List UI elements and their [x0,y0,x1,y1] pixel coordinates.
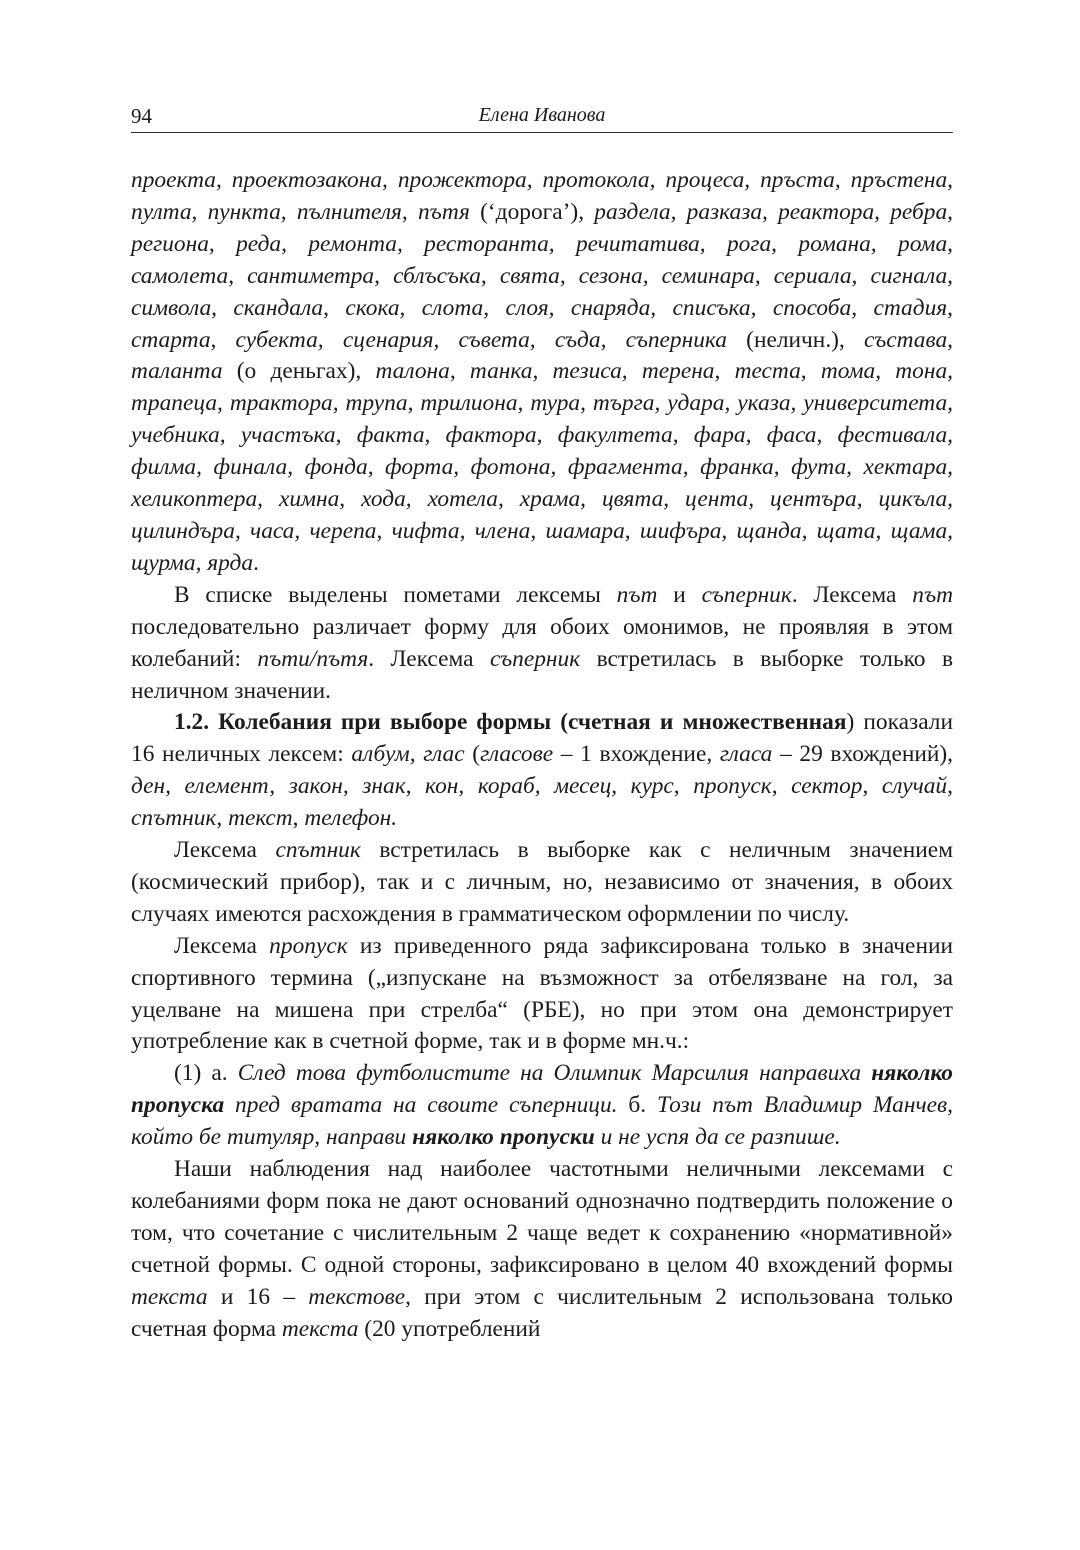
text-run: , [216,805,229,832]
text-run: . Лексема [368,645,490,672]
text-run: В списке выделены пометами лексемы [174,581,617,608]
text-run: встретилась в выборке только в неличном значении. [131,645,953,704]
text-run: – 1 вхождение, [553,741,720,768]
text-run: 1.2. Колебания при выборе формы (счетная и множественная [174,709,847,736]
paragraph [131,165,953,580]
text-run: пред вратата на своите съперници. [224,1092,618,1119]
paragraph [131,835,953,931]
text-run: Наши наблюдения над наиболее частотными неличными лексемами с колебаниями форм пока не дают оснований однозначно подтвердить положение о том, что сочетание с числительным 2 чаще ведет к сохранению «нормативной» счетной формы. С одной стороны, зафиксировано в целом 40 вхождений формы [131,1156,953,1278]
text-run: няколко пропуски [412,1124,595,1151]
text-run: съперник [701,581,792,608]
text-run: , талона, танка, тезиса, терена, теста, тома, тона, трапеца, трактора, трупа, трилиона, тура, търга, удара, указа, университета, учебника, участъка, факта, фактора, факултета, фара, фаса, фестивала, филма, финала, фонда, форта, фотона, фрагмента, франка, фута, хектара, хеликоптера, химна, хода, хотела, храма, цвята, цента, центъра, цикъла, цилиндъра, часа, черепа, чифта, члена, шамара, шифъра, щанда, щата, щама, щурма, ярда [131,358,953,576]
text-run: текста [131,1283,208,1310]
text-run: сектор [791,773,863,800]
text-run: , [673,773,694,800]
text-run: проекта, проектозакона, прожектора, протокола, процеса, пръста, пръстена, пулта, пункта, пълнителя, пътя [131,167,953,225]
text-run: , [771,773,792,800]
text-run: пропуск [693,773,772,800]
paragraph [131,1154,953,1345]
text-run: ( [464,741,481,768]
text-run: Лексема [174,837,276,864]
text-run: След това футболистите на Олимпик Марсилия направиха [237,1060,872,1087]
text-run: , [292,805,305,832]
text-run: ден, елемент, закон, знак, кон, кораб, месец, курс [131,773,674,800]
paragraph [131,580,953,708]
text-run: , [862,773,882,800]
page-number: 94 [131,104,152,128]
text-run: съперник [489,645,581,672]
page-header [131,100,953,133]
text-run: случай [881,773,948,800]
text-run: състава, таланта [131,326,954,385]
text-run: , [947,773,953,800]
text-run: встретилась в выборке как с неличным значением (космический прибор), так и с личным, но, независимо от значения, в обоих случаях имеются расхождения в грамматическом оформлении по числу. [131,837,953,927]
paragraph [131,1058,953,1154]
text-run: път [616,581,658,608]
text-run: текст [228,805,293,832]
text-run: пъти/пътя [257,645,369,672]
text-run: последовательно различает форму для обоих омонимов, не проявляя в этом колебаний: [131,613,953,672]
text-run: и 16 – [207,1283,309,1310]
body-text [131,165,953,1346]
text-run: ) показали 16 неличных лексем: [131,709,953,768]
text-run: Този път Владимир Манчев, който бе титуляр, направи [131,1092,953,1151]
text-run: – 29 вхождений), [772,741,954,768]
text-run: (20 употреблений [358,1315,541,1342]
text-run: албум, глас [351,741,465,768]
text-run: (1) а. [174,1060,238,1087]
paragraph [131,707,953,835]
text-run: път [912,581,954,608]
text-run: (неличн.), [726,326,864,353]
text-run: (‘дорога’), [469,198,595,225]
text-run: . Лексема [791,581,913,608]
text-run: спътник [131,805,217,832]
text-run: из приведенного ряда зафиксирована только в значении спортивного термина („изпускане на възможност за отбелязване на гол, за уцелване на мишена при стрелба“ (РБЕ), но при этом она демонстрирует употребление как в счетной форме, так и в форме мн.ч.: [131,932,953,1055]
text-run: гласа [719,741,773,768]
text-run: и не успя да се разпише. [594,1124,841,1151]
text-run: , при этом с числительным 2 использована только счетная форма [131,1283,953,1342]
text-run: . [253,549,259,576]
text-run: телефон. [304,805,398,832]
text-run: раздела, разказа, реактора, ребра, региона, реда, ремонта, ресторанта, речитатива, рога, романа, рома, самолета, сантиметра, сблъсъка, свята, сезона, семинара, сериала, сигнала, символа, скандала, скока, слота, слоя, снаряда, списъка, способа, стадия, старта, субекта, сценария, съвета, съда, съперника [131,198,953,353]
text-run: спътник [275,837,361,864]
text-run: Лексема [174,932,270,959]
text-run: текстове [308,1283,406,1310]
paragraph [131,931,953,1059]
text-run: гласове [480,741,554,768]
running-head-author: Елена Иванова [478,104,606,126]
text-run: б. [617,1092,657,1119]
text-run: и [657,581,702,608]
text-run: текста [281,1315,359,1342]
text-run: пропуск [269,932,348,959]
text-run: няколко пропуска [131,1060,953,1119]
text-run: (о деньгах) [222,358,356,385]
